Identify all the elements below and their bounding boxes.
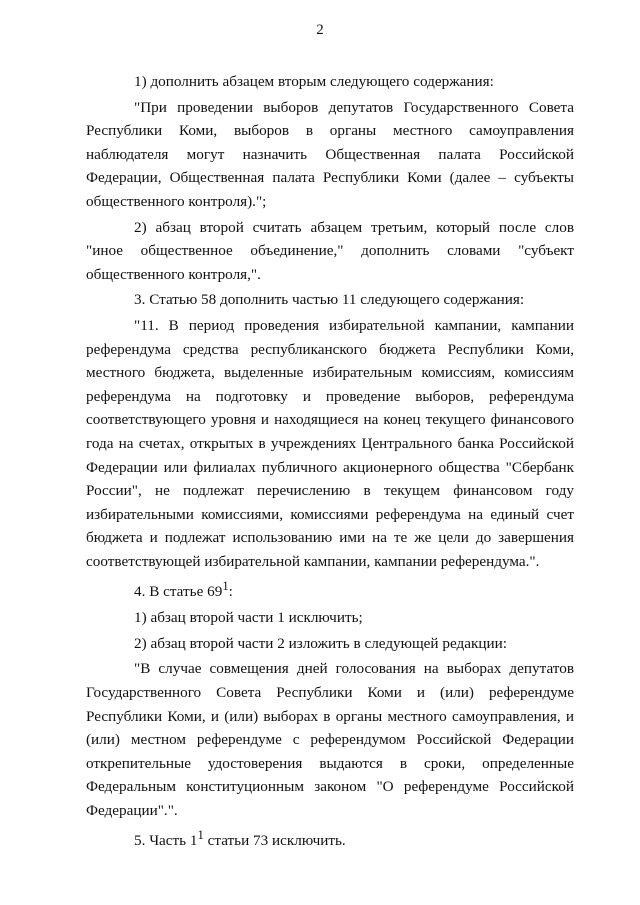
paragraph-quoted-observers: "При проведении выборов депутатов Государственного Совета Республики Коми, выборов в органы местного самоуправления наблюдателя могут назначить Общественная палата Российской Федерации, Общественная палата Республики Коми (далее – субъекты общественного контроля)."; — [86, 98, 574, 210]
paragraph-article-73-text: 5. Часть 1 — [134, 832, 198, 850]
paragraph-quoted-part-11: "11. В период проведения избирательной кампании, кампании референдума средства республиканского бюджета Республики Коми, местного бюджета, выделенные избирательным комиссиям, комиссиям референдума на подготовку и проведение выборов, референдума соответствующего уровня и находящиеся на конец текущего финансового года на счетах, открытых в учреждениях Центрального банка Российской Федерации или филиалах публичного акционерного общества "Сбербанк России", не подлежат перечислению в текущем финансовом году избирательными комиссиями, комиссиями референдума на единый счет бюджета и подлежат использованию ими на те же цели до завершения соответствующей избирательной кампании, кампании референдума.". — [86, 316, 574, 570]
paragraph-exclude-part-1: 1) абзац второй части 1 исключить; — [134, 609, 363, 627]
superscript-index: 1 — [222, 579, 229, 594]
paragraph-restate-part-2: 2) абзац второй части 2 изложить в следующей редакции: — [134, 634, 507, 652]
paragraph-article-73-rest: статьи 73 исключить. — [203, 832, 346, 850]
paragraph-article-58: 3. Статью 58 дополнить частью 11 следующего содержания: — [134, 291, 525, 309]
paragraph-article-69-colon: : — [228, 583, 233, 601]
paragraph-amendment-2: 2) абзац второй считать абзацем третьим, который после слов "иное общественное объединение," дополнить словами "субъект общественного контроля,". — [86, 218, 574, 283]
paragraph-quoted-combined-voting: "В случае совмещения дней голосования на выборах депутатов Государственного Совета Республики Коми и (или) референдуме Республики Коми, и (или) выборах в органы местного самоуправления, и (или) местном референдуме с референдумом Российской Федерации открепительные удостоверения выдаются в сроки, определенные Федеральным конституционным законом "О референдуме Российской Федерации".". — [86, 660, 574, 819]
paragraph-article-69-text: 4. В статье 69 — [134, 583, 223, 601]
paragraph-article-73 — [86, 824, 574, 853]
document-body — [86, 70, 574, 853]
paragraph-article-69 — [86, 575, 574, 604]
superscript-index: 1 — [197, 828, 204, 843]
page-number: 2 — [316, 22, 324, 38]
paragraph-amendment-1: 1) дополнить абзацем вторым следующего содержания: — [134, 73, 494, 90]
